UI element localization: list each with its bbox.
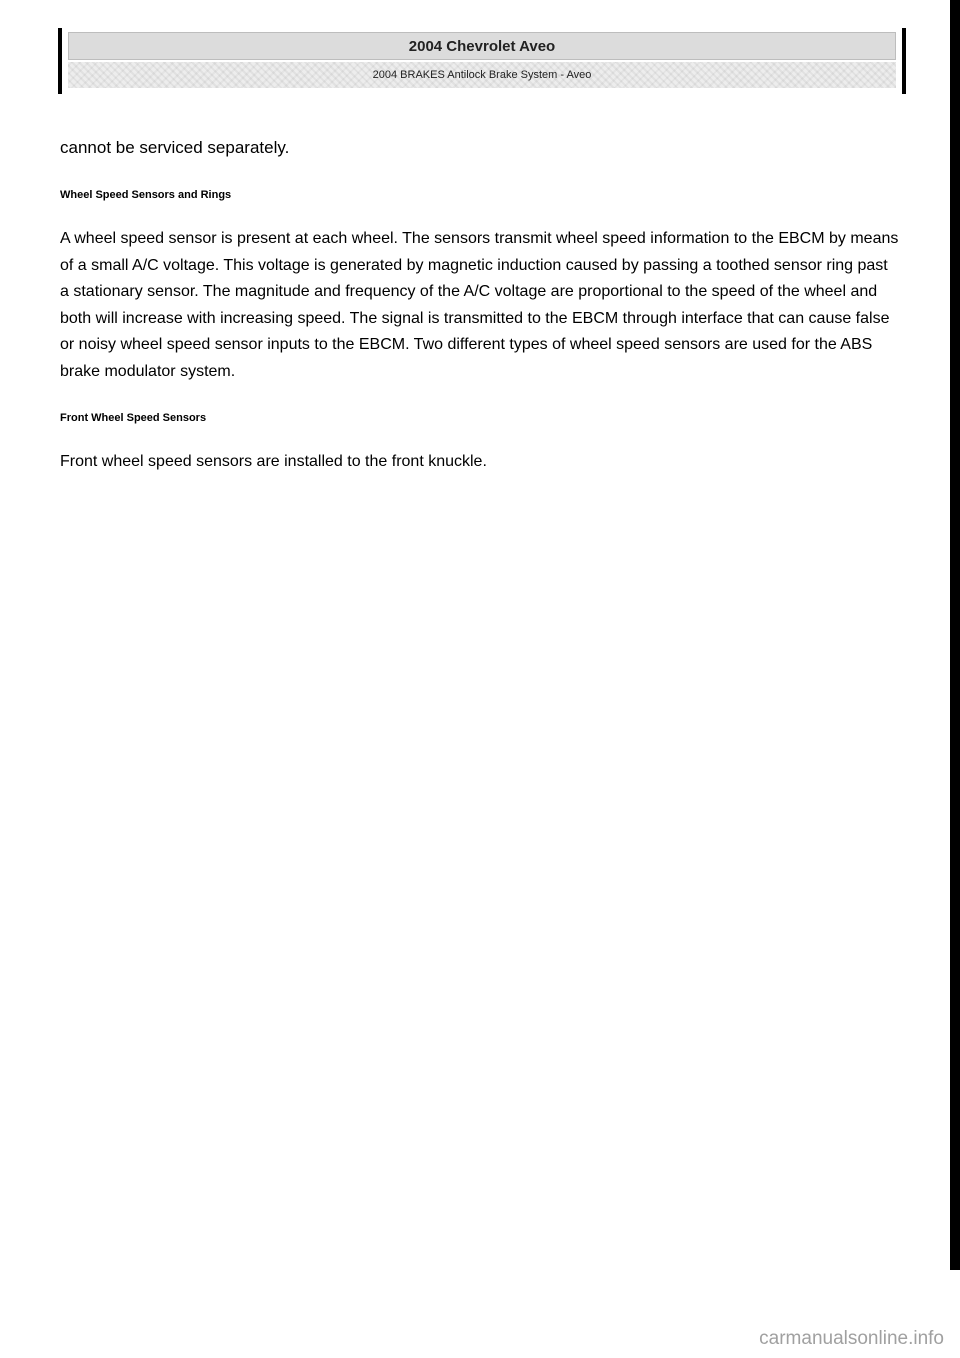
section-paragraph-wheel-speed-sensors: A wheel speed sensor is present at each wheel. The sensors transmit wheel speed information to the EBCM by means of a small A/C voltage. This voltage is generated by magnetic induction caused by passing a toothed sensor ring past a stationary sensor. The magnitude and frequency of the A/C voltage are proportional to the speed of the wheel and both will increase with increasing speed. The signal is transmitted to the EBCM through interface that can cause false or noisy wheel speed sensor inputs to the EBCM. Two different types of wheel speed sensors are used for the ABS brake modulator system.: [60, 230, 899, 380]
section-heading-front-wheel-speed-sensors: Front Wheel Speed Sensors: [60, 412, 207, 424]
document-subtitle: 2004 BRAKES Antilock Brake System - Aveo: [68, 62, 896, 88]
document-title: 2004 Chevrolet Aveo: [68, 32, 896, 60]
site-watermark: carmanualsonline.info: [759, 1328, 944, 1349]
right-margin-rule: [950, 0, 960, 1270]
lead-paragraph: cannot be serviced separately.: [60, 138, 290, 157]
section-paragraph-front-wheel-speed-sensors: Front wheel speed sensors are installed to the front knuckle.: [60, 453, 487, 470]
page-header: [58, 28, 906, 94]
section-heading-wheel-speed-sensors: Wheel Speed Sensors and Rings: [60, 189, 232, 201]
document-body: [60, 136, 900, 502]
